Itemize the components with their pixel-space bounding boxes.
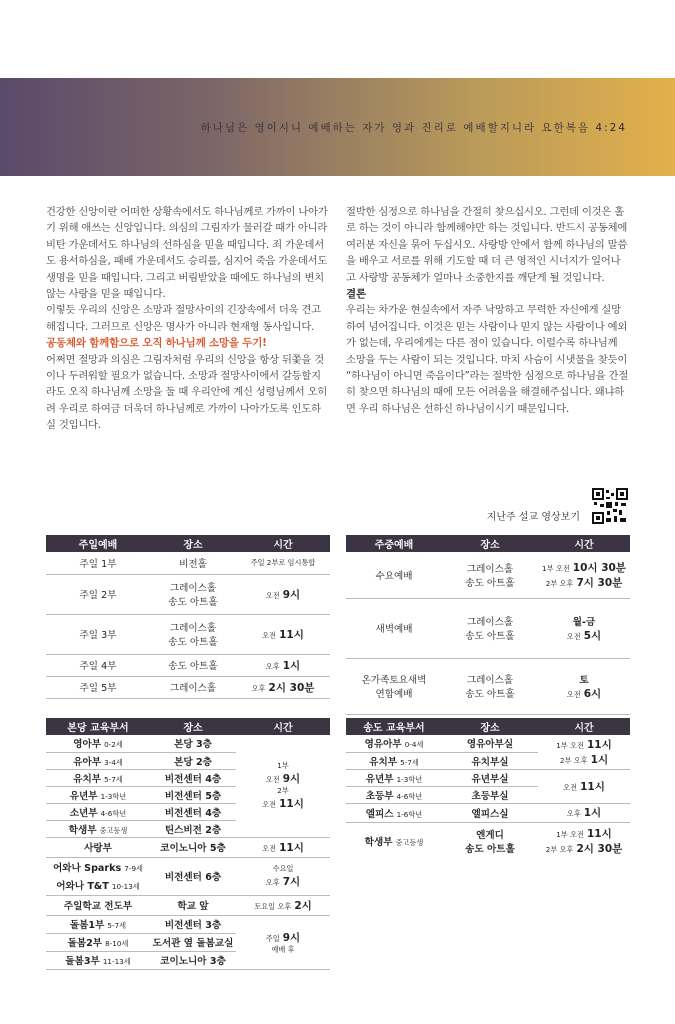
table-row	[346, 769, 630, 786]
time-line: 예배 후	[271, 944, 295, 954]
place-line: 그레이스홀 송도 아트홀	[168, 623, 218, 648]
time-value: 5시	[583, 629, 602, 642]
time-value: 1시	[583, 807, 602, 819]
table-row	[46, 654, 330, 676]
service-name: 새벽예배	[346, 598, 442, 658]
column-header: 주중예배	[346, 535, 442, 552]
time-prefix: 오전	[563, 782, 578, 792]
dept-name	[46, 786, 150, 803]
column-header: 시간	[236, 718, 330, 735]
dept-time	[538, 769, 630, 803]
dept-name	[46, 752, 150, 769]
dept-label: 돌봄3부	[65, 956, 100, 967]
dept-time	[236, 915, 330, 969]
time-value: 1시	[590, 753, 609, 766]
service-place	[442, 658, 538, 714]
time-value: 11시	[279, 797, 304, 810]
service-place	[150, 574, 236, 614]
dept-name	[46, 895, 150, 915]
service-place: 송도 아트홀	[150, 654, 236, 676]
dept-place: 유년부실	[442, 769, 538, 786]
dept-label: 학생부	[68, 824, 97, 836]
dept-name	[46, 735, 150, 752]
time-prefix: 2부 오후	[545, 845, 574, 855]
service-name: 주일 2부	[46, 574, 150, 614]
dept-name	[46, 876, 150, 895]
dept-label: 학생부	[364, 837, 393, 849]
dept-place: 영유아부실	[442, 735, 538, 752]
column-header: 시간	[538, 535, 630, 552]
time-value: 11시	[586, 828, 612, 841]
dept-age: 중고등생	[395, 838, 424, 848]
column-header: 장소	[442, 718, 538, 735]
time-prefix: 오전	[262, 843, 277, 853]
dept-place: 코이노니아 5층	[150, 837, 236, 857]
column-header: 송도 교육부서	[346, 718, 442, 735]
time-prefix: 오후	[265, 877, 280, 887]
dept-place: 코이노니아 3층	[150, 951, 236, 969]
dept-age: 5-7세	[107, 921, 127, 930]
dept-age: 0-2세	[104, 740, 123, 750]
service-name: 주일 3부	[46, 614, 150, 654]
place-line: 엔게디 송도 아트홀	[465, 830, 515, 856]
time-value: 2시	[294, 899, 312, 912]
time-prefix: 오전	[262, 630, 277, 640]
table-row	[346, 822, 630, 860]
dept-time	[236, 735, 330, 837]
dept-name	[346, 752, 442, 769]
service-time	[236, 676, 330, 698]
dept-label: 초등부	[365, 790, 394, 802]
service-place	[442, 552, 538, 598]
dept-name	[346, 803, 442, 822]
table-row	[46, 552, 330, 574]
name-line: 온가족토요새벽 연합예배	[361, 675, 427, 700]
dept-age: 5-7세	[400, 757, 419, 767]
dept-name	[346, 822, 442, 860]
dept-time	[538, 822, 630, 860]
bible-verse: 하나님은 영이시니 예배하는 자가 영과 진리로 예배할지니라 요한복음 4:24	[200, 122, 627, 134]
dept-name	[46, 857, 150, 876]
table-row	[46, 676, 330, 698]
time-prefix: 오전	[262, 799, 277, 809]
place-line: 그레이스홀 송도 아트홀	[465, 617, 515, 642]
dept-age: 5-7세	[104, 774, 123, 784]
time-value: 2시 30분	[576, 843, 623, 856]
dept-label: 어와나 Sparks	[53, 862, 122, 874]
column-header: 장소	[442, 535, 538, 552]
dept-label: 엘피스	[365, 808, 394, 820]
service-place: 그레이스홀	[150, 676, 236, 698]
dept-time	[538, 735, 630, 769]
table-row	[46, 895, 330, 915]
dept-label: 돌봄1부	[69, 920, 105, 931]
dept-age: 0-4세	[404, 740, 424, 750]
time-line: 수요일	[272, 863, 294, 873]
dept-place: 본당 3층	[150, 735, 236, 752]
time-value: 7시 30분	[576, 576, 623, 589]
time-prefix: 오후	[251, 683, 266, 693]
dept-place: 유치부실	[442, 752, 538, 769]
dept-label: 사랑부	[84, 843, 112, 854]
time-prefix: 오전	[265, 590, 280, 600]
table-row	[46, 574, 330, 614]
article-left-column	[46, 204, 330, 434]
service-name: 주일 1부	[46, 552, 150, 574]
dept-age: 4-6학년	[396, 791, 423, 801]
place-line: 그레이스홀 송도 아트홀	[168, 583, 218, 608]
place-line: 그레이스홀 송도 아트홀	[465, 563, 515, 589]
dept-label: 영아부	[73, 739, 102, 751]
service-time	[538, 552, 630, 598]
service-time	[236, 614, 330, 654]
dept-name	[46, 837, 150, 857]
dept-place: 학교 앞	[150, 895, 236, 915]
weekday-worship-table	[346, 535, 630, 715]
dept-place: 비전센터 3층	[150, 915, 236, 933]
dept-place: 엘피스실	[442, 803, 538, 822]
time-day: 토	[579, 674, 589, 686]
column-header: 본당 교육부서	[46, 718, 150, 735]
dept-age: 11-13세	[102, 957, 131, 966]
paragraph: 이렇듯 우리의 신앙은 소망과 절망사이의 긴장속에서 더욱 견고해집니다. 그러므로 신앙은 명사가 아니라 현재형 동사입니다.	[46, 304, 321, 333]
qr-code-icon[interactable]	[592, 488, 628, 524]
dept-time	[538, 803, 630, 822]
time-value: 11시	[580, 780, 605, 793]
dept-name	[46, 915, 150, 933]
dept-label: 유치부	[369, 756, 398, 768]
dept-age: 3-4세	[104, 757, 123, 767]
dept-place: 비전센터 6층	[150, 857, 236, 895]
time-prefix: 1부 오전	[542, 563, 570, 573]
dept-place: 도서관 옆 돌봄교실	[150, 933, 236, 951]
table-row	[46, 735, 330, 752]
dept-name	[346, 769, 442, 786]
time-prefix: 2부 오후	[545, 578, 574, 588]
time-prefix: 오후	[265, 661, 280, 671]
table-row	[346, 658, 630, 714]
dept-place: 초등부실	[442, 786, 538, 803]
service-time: 주일 2부로 임시통합	[236, 552, 330, 574]
dept-place: 틴스비전 2층	[150, 820, 236, 837]
dept-age: 7-9세	[124, 863, 143, 873]
dept-label: 소년부	[69, 807, 98, 819]
time-value: 9시	[282, 931, 301, 944]
dept-label: 유아부	[73, 756, 102, 768]
time-prefix: 오전	[566, 689, 581, 699]
table-row	[46, 614, 330, 654]
verse-banner	[0, 78, 675, 176]
table-row	[346, 552, 630, 598]
dept-name	[46, 820, 150, 837]
dept-age: 10-13세	[111, 882, 140, 892]
dept-name	[46, 803, 150, 820]
table-row	[46, 915, 330, 933]
paragraph: 우리는 차가운 현실속에서 자주 낙망하고 무력한 자신에게 실망하여 넘어집니다. 이것은 믿는 사람이나 믿지 않는 사람이나 예외가 없는데, 우리에게는 다른 점이 있습니다. 이럴수록 하나님께 소망을 두는 사람이 되는 것입니다. 마치 사슴이 시냇물을 찾듯이 “하나님이 아니면 죽음이다”라는 절박한 심정으로 하나님을 간절히 찾으면 하나님의 때에 모든 어려움을 해결해주십니다. 왜냐하면 우리 하나님은 선하신 하나님이시기 때문입니다.	[346, 304, 629, 415]
dept-time	[236, 857, 330, 895]
service-name: 수요예배	[346, 552, 442, 598]
dept-place: 비전센터 5층	[150, 786, 236, 803]
service-time	[236, 574, 330, 614]
dept-time	[236, 837, 330, 857]
time-prefix: 토요일 오후	[254, 901, 292, 911]
dept-age: 4-6학년	[100, 808, 127, 818]
dept-label: 영유아부	[364, 739, 402, 751]
dept-place: 비전센터 4층	[150, 803, 236, 820]
time-value: 10시 30분	[572, 561, 626, 574]
service-place	[150, 614, 236, 654]
time-value: 2시 30분	[268, 681, 315, 694]
dept-name	[346, 786, 442, 803]
service-time	[538, 598, 630, 658]
service-place: 비전홀	[150, 552, 236, 574]
column-header: 장소	[150, 535, 236, 552]
dept-place	[442, 822, 538, 860]
dept-place: 본당 2층	[150, 752, 236, 769]
time-prefix: 오전	[566, 631, 581, 641]
column-header: 시간	[538, 718, 630, 735]
dept-place: 비전센터 4층	[150, 769, 236, 786]
time-prefix: 2부 오후	[559, 755, 588, 765]
table-row	[346, 803, 630, 822]
time-prefix: 오후	[566, 809, 581, 818]
place-line: 그레이스홀 송도 아트홀	[465, 675, 515, 700]
dept-label: 주일학교 전도부	[63, 901, 133, 912]
sunday-worship-table	[46, 535, 330, 699]
time-value: 6시	[583, 687, 602, 700]
time-prefix: 오전	[265, 774, 280, 784]
dept-label: 어와나 T&T	[56, 881, 109, 893]
dept-name	[346, 735, 442, 752]
time-value: 7시	[282, 875, 301, 888]
time-line: 2부	[277, 785, 289, 795]
dept-name	[46, 769, 150, 786]
bongdang-education-table	[46, 718, 330, 970]
dept-age: 1-3학년	[396, 774, 423, 784]
time-value: 11시	[279, 841, 304, 854]
service-name	[346, 658, 442, 714]
paragraph: 건강한 신앙이란 어떠한 상황속에서도 하나님께로 가까이 나아가기 위해 애쓰는 신앙입니다. 의심의 그림자가 물러갈 때가 아니라 비탄 가운데서도 하나님의 선하심을 믿을 때입니다. 죄 가운데서도 용서하심을, 패배 가운데서도 승리를, 심지어 죽음 가운데서도 생명을 믿을 때입니다. 그리고 버림받았을 때에도 하나님의 변치 않는 사랑을 믿을 때입니다.	[46, 206, 328, 301]
time-value: 11시	[586, 738, 612, 751]
time-prefix: 1부 오전	[556, 830, 584, 840]
section-heading: 공동체와 함께함으로 오직 하나님께 소망을 두기!	[46, 337, 267, 350]
dept-label: 유치부	[73, 773, 102, 785]
table-row	[46, 857, 330, 876]
time-line: 1부	[277, 760, 289, 770]
article-right-column	[346, 204, 630, 417]
dept-label: 돌봄2부	[67, 938, 103, 949]
dept-age: 1-3학년	[100, 791, 127, 801]
service-time	[538, 658, 630, 714]
dept-time	[236, 895, 330, 915]
time-day: 월-금	[572, 616, 596, 628]
time-value: 11시	[279, 628, 304, 641]
sermon-video-label: 지난주 설교 영상보기	[486, 512, 580, 523]
conclusion-heading: 결론	[346, 288, 366, 301]
dept-label: 유년부	[365, 773, 394, 785]
time-value: 1시	[282, 659, 301, 672]
column-header: 주일예배	[46, 535, 150, 552]
time-prefix: 주일	[265, 933, 280, 943]
service-time	[236, 654, 330, 676]
table-row	[46, 837, 330, 857]
time-prefix: 1부 오전	[556, 740, 584, 750]
songdo-education-table	[346, 718, 630, 860]
service-name: 주일 4부	[46, 654, 150, 676]
paragraph: 어쩌면 절망과 의심은 그림자처럼 우리의 신앙을 항상 뒤쫓을 것이나 두려워할 필요가 없습니다. 소망과 절망사이에서 갈등할지라도 오직 하나님께 소망을 둘 때 우리안에 계신 성령님께서 오히려 우리로 하여금 더욱더 하나님께로 가까이 나아가도록 인도하실 것입니다.	[46, 353, 328, 432]
time-value: 9시	[282, 772, 301, 785]
column-header: 장소	[150, 718, 236, 735]
time-value: 9시	[282, 588, 301, 601]
paragraph: 절박한 심정으로 하나님을 간절히 찾으십시오. 그런데 이것은 홀로 하는 것이 아니라 함께해야만 하는 것입니다. 반드시 공동체에 여러분 자신을 묶어 두십시오. 사랑방 안에서 함께 하나님의 말씀을 배우고 서로를 위해 기도할 때 더 큰 영적인 시너지가 일어나고 사랑방 공동체가 얼마나 소중한지를 깨닫게 될 것입니다.	[346, 206, 628, 284]
service-name: 주일 5부	[46, 676, 150, 698]
dept-age: 8-10세	[105, 939, 129, 948]
dept-label: 유년부	[69, 790, 98, 802]
service-place	[442, 598, 538, 658]
column-header: 시간	[236, 535, 330, 552]
dept-age: 중고등생	[99, 825, 128, 835]
dept-age: 1-6학년	[396, 809, 423, 819]
dept-name	[46, 933, 150, 951]
table-row	[346, 598, 630, 658]
dept-name	[46, 951, 150, 969]
table-row	[346, 735, 630, 752]
